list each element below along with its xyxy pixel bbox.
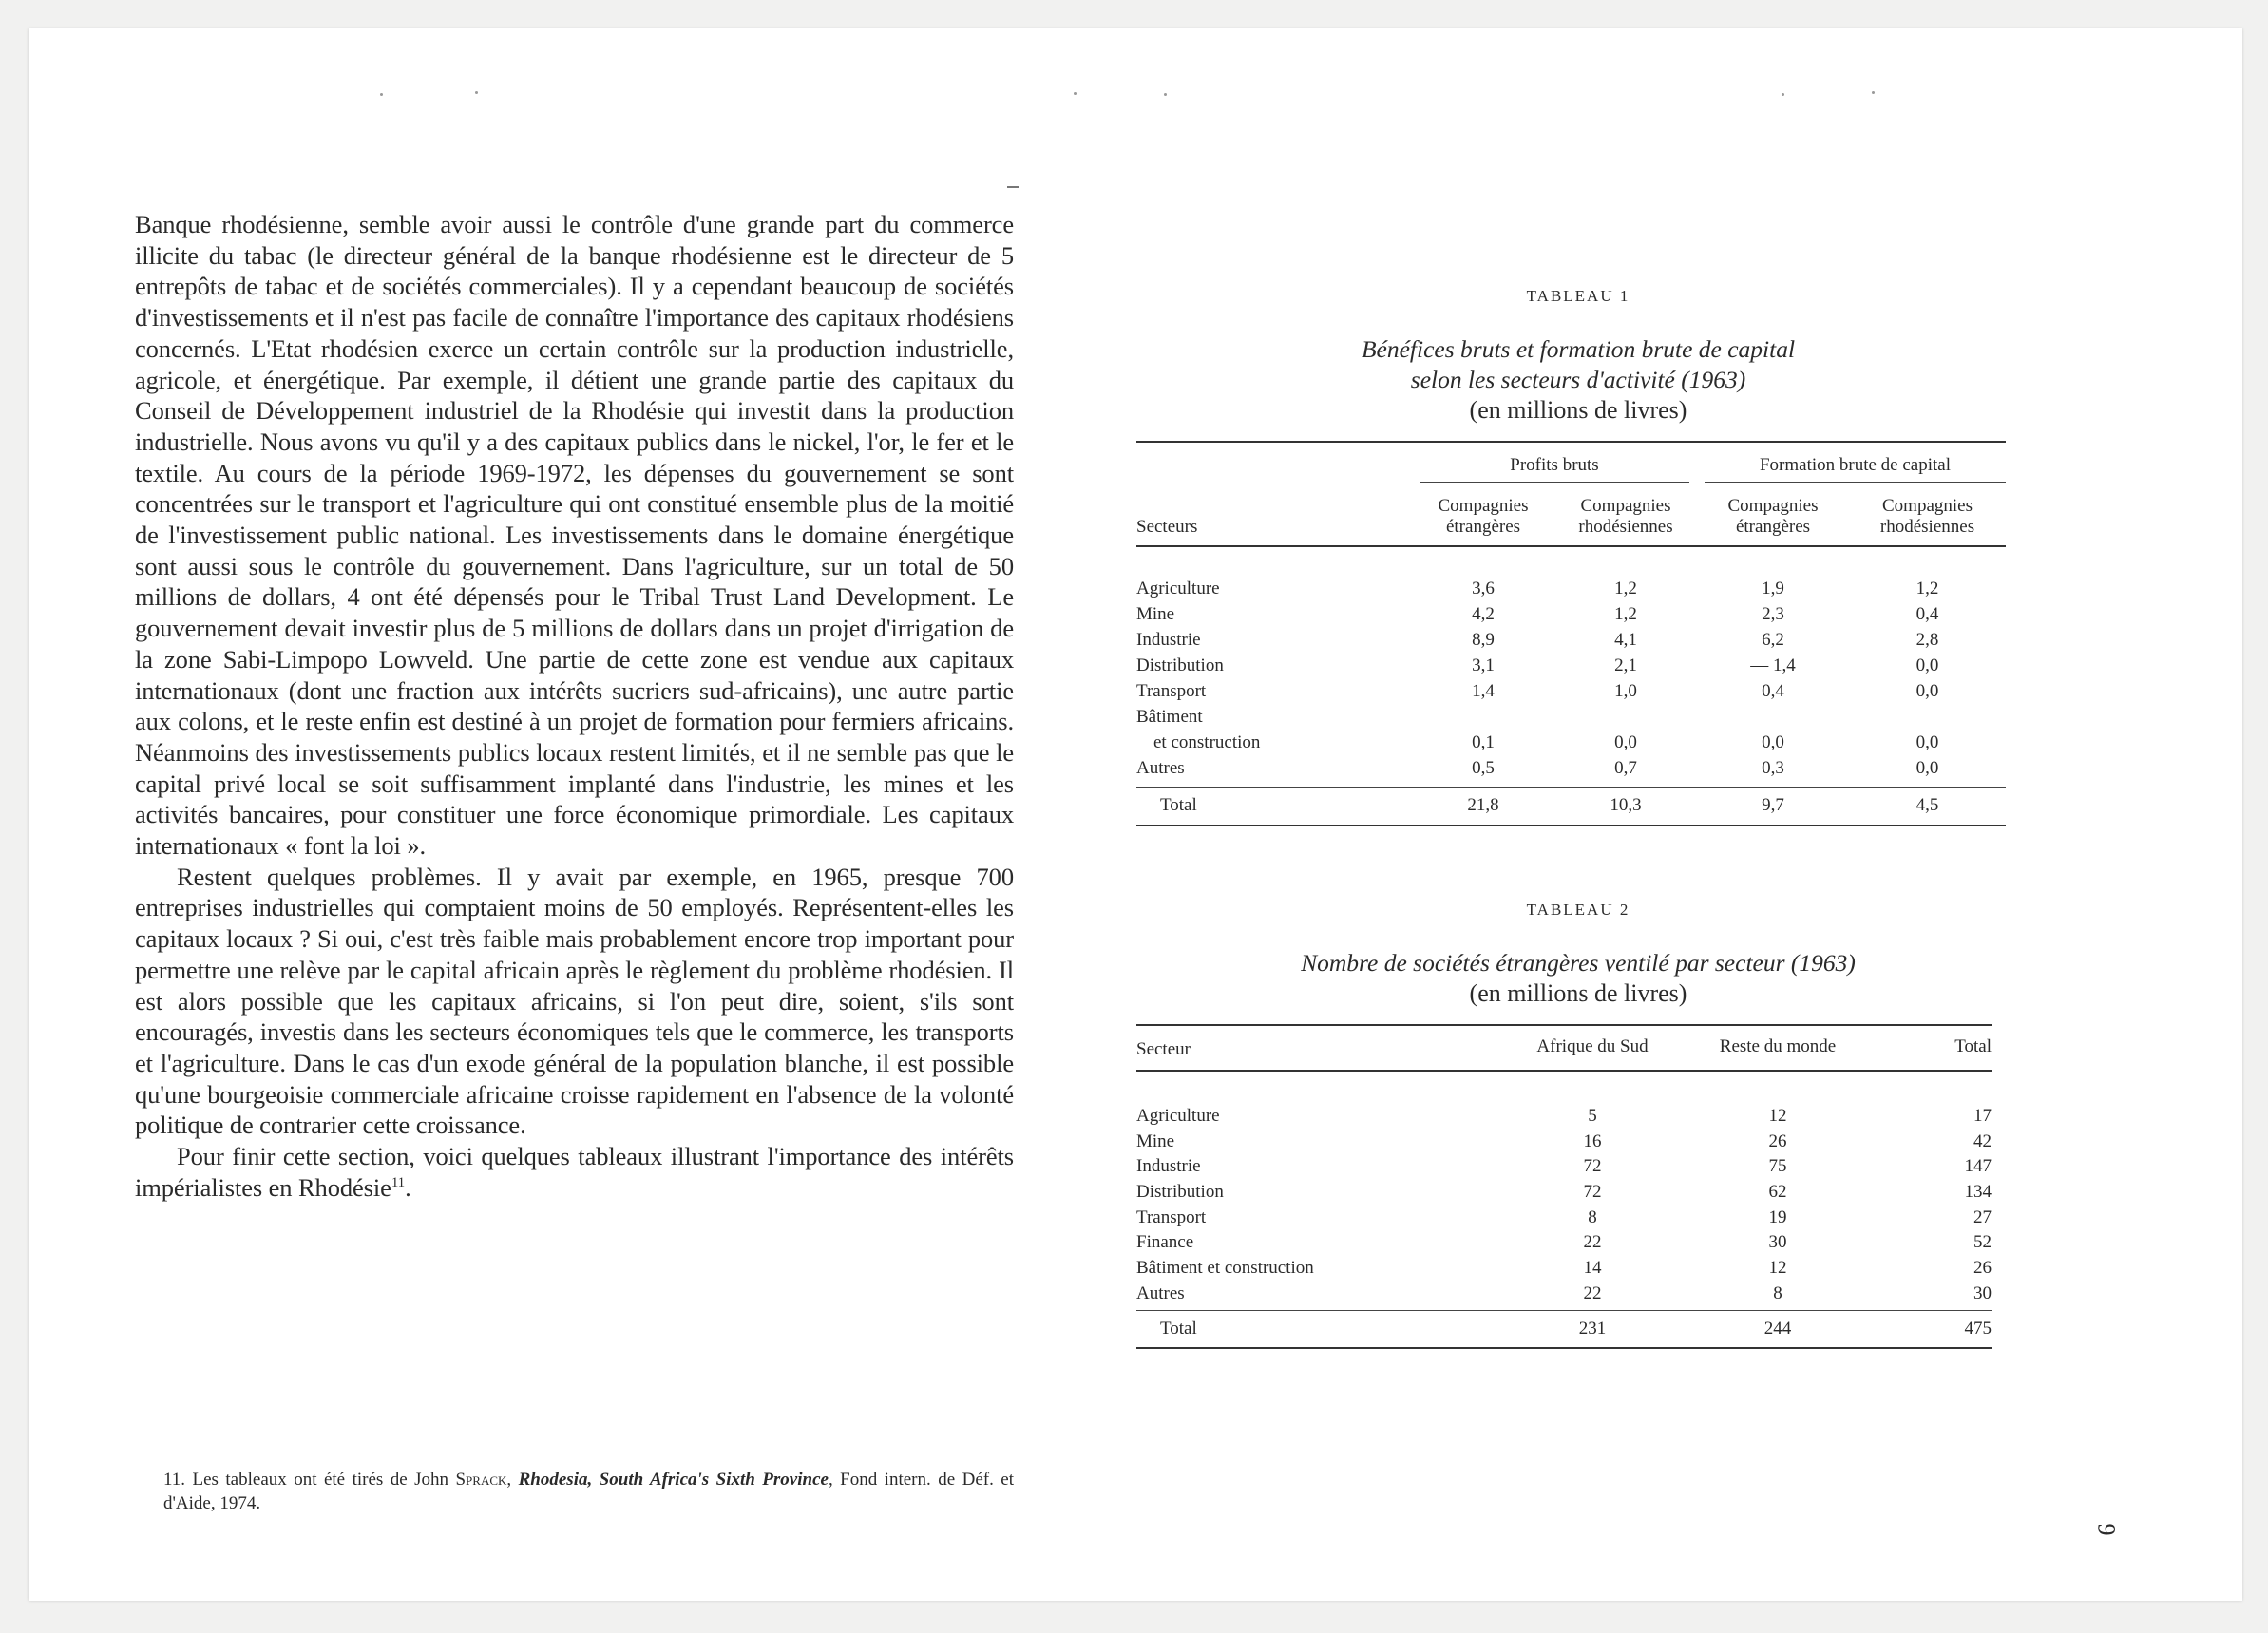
table-1-cell-d: 1,2 (1915, 579, 1939, 598)
table-1-group-capital: Formation brute de capital (1697, 442, 2006, 488)
table-2-header-c: Total (1954, 1035, 1992, 1056)
speck (1872, 91, 1875, 94)
table-2-cell-sector: Finance (1136, 1232, 1194, 1253)
table-1-cell-sector: Transport (1136, 681, 1207, 701)
table-2-cell-b: 30 (1768, 1232, 1787, 1253)
table-1-cell-b: 1,0 (1614, 681, 1637, 701)
speck (1164, 93, 1167, 96)
table-1-cell-d: 0,4 (1915, 604, 1939, 624)
table-1-cell-a (1412, 704, 1554, 730)
table-2-cell-sector: Industrie (1136, 1156, 1201, 1177)
table-1-cell-b: 1,2 (1614, 604, 1637, 624)
table-1-cell-b: 1,2 (1614, 579, 1637, 598)
table-2-cell-c: 134 (1964, 1181, 1992, 1202)
footnote-author: Sprack (455, 1470, 507, 1490)
table-2-total-a: 231 (1497, 1311, 1687, 1349)
table-1-cell-d: 2,8 (1915, 630, 1939, 650)
table-1-cell-b: 0,7 (1614, 758, 1637, 778)
table-2-row (1136, 1256, 1992, 1282)
table-1-total-row (1136, 788, 2006, 826)
footnote-text (135, 1468, 1014, 1515)
table-1-title-line-2: selon les secteurs d'activité (1963) (1410, 366, 1746, 393)
table-1-cell-c: 0,0 (1762, 732, 1784, 752)
table-1-cell-sector: Distribution (1136, 655, 1224, 675)
header-dash (1007, 186, 1019, 188)
footnote (135, 1468, 1014, 1515)
table-1-row (1136, 704, 2006, 730)
table-1-label: TABLEAU 1 (1526, 287, 1630, 305)
table-1-cell-a: 3,1 (1472, 655, 1495, 675)
table-2-cell-sector: Autres (1136, 1282, 1185, 1303)
table-2-cell-a: 72 (1583, 1181, 1602, 1202)
speck (1074, 92, 1077, 95)
table-2-row (1136, 1071, 1992, 1130)
paragraph-1: Banque rhodésienne, semble avoir aussi le contrôle d'une grande part du commerce illicite du tabac (le directeur général de la banque rhodésienne est le directeur de 5 entrepôts de tabac et de sociétés commerciales). Il y a cependant beaucoup de sociétés d'investissements et il n'est pas facile de connaître l'importance des capitaux rhodésiens concernés. L'Etat rhodésien exerce un certain contrôle sur la production industrielle, agricole, et énergétique. Par exemple, il détient une grande partie des capitaux du Conseil de Développement industriel de la Rhodésie qui investit dans la production industrielle. Nous avons vu qu'il y a des capitaux publics dans le nickel, l'or, le fer et le textile. Au cours de la période 1969-1972, les dépenses du gouvernement se sont concentrées sur le transport et l'agriculture qui ont constitué ensemble plus de la moitié de l'investissement public national. Les investissements dans le domaine énergétique sont aussi sous le contrôle du gouvernement. Dans l'agriculture, sur un total de 50 millions de dollars, 4 ont été dépensés pour le Tribal Trust Land Development. Le gouvernement devait investir plus de 5 millions de dollars dans un projet d'irrigation de la zone Sabi-Limpopo Lowveld. Une partie de cette zone est vendue aux capitaux internationaux (dont une fraction aux intérêts sucriers sud-africains), une autre partie aux colons, et le reste enfin est destiné à un projet de formation pour fermiers africains. Néanmoins des investissements publics locaux restent limités, et il ne semble pas que le capital privé local se soit suffisamment implanté dans l'industrie, les mines et les activités bancaires, pour constituer une force économique primordiale. Les capitaux internationaux « font la loi ». (135, 210, 1014, 861)
table-2-cell-c: 26 (1973, 1257, 1992, 1278)
table-1-cell-sector: Autres (1136, 758, 1185, 778)
table-1-cell-c: 0,4 (1762, 681, 1784, 701)
body-text-column (135, 209, 1014, 1204)
tables-column (1136, 287, 2020, 1349)
table-1-row (1136, 678, 2006, 704)
table-1-row (1136, 546, 2006, 601)
table-2-total-row (1136, 1311, 1992, 1349)
table-2-cell-sector: Bâtiment et construction (1136, 1257, 1314, 1278)
table-1-cell-sector: et construction (1153, 732, 1261, 752)
footnote-ref[interactable]: 11 (391, 1174, 406, 1190)
table-2-cell-sector: Transport (1136, 1206, 1207, 1227)
table-1-row (1136, 627, 2006, 653)
table-1-cell-sector: Industrie (1136, 630, 1201, 650)
table-1-cell-a: 0,5 (1472, 758, 1495, 778)
table-1-group-profits: Profits bruts (1412, 442, 1697, 488)
table-1-block (1136, 287, 2020, 826)
table-2-cell-c: 42 (1973, 1130, 1992, 1151)
table-1-cell-c (1697, 704, 1849, 730)
speck (1782, 93, 1784, 96)
footnote-text-before: Les tableaux ont été tirés de John (192, 1470, 456, 1490)
table-1-cell-a: 0,1 (1472, 732, 1495, 752)
table-2-cell-sector: Agriculture (1136, 1105, 1220, 1126)
table-1-cell-b: 4,1 (1614, 630, 1637, 650)
table-1-row (1136, 730, 2006, 755)
table-1-cell-d: 0,0 (1915, 758, 1939, 778)
table-1-header-col-c: Compagnies étrangères (1727, 496, 1819, 537)
table-1-cell-a: 8,9 (1472, 630, 1495, 650)
footnote-number: 11. (163, 1470, 186, 1490)
table-2-cell-a: 72 (1583, 1156, 1602, 1177)
table-2 (1136, 1024, 1992, 1350)
table-1-cell-b: 0,0 (1614, 732, 1637, 752)
table-1-row (1136, 653, 2006, 678)
table-2-row (1136, 1154, 1992, 1180)
table-2-cell-sector: Mine (1136, 1130, 1175, 1151)
table-2-title: Nombre de sociétés étrangères ventilé par secteur (1963) (1301, 948, 1856, 977)
table-2-cell-b: 75 (1768, 1156, 1787, 1177)
paragraph-3 (135, 1141, 1014, 1203)
table-1-header-col-a: Compagnies étrangères (1438, 496, 1529, 537)
table-1-cell-b (1554, 704, 1697, 730)
table-1-title-line-1: Bénéfices bruts et formation brute de capital (1361, 335, 1796, 363)
table-1-header-col-b: Compagnies rhodésiennes (1578, 496, 1673, 537)
table-2-cell-a: 22 (1583, 1232, 1602, 1253)
table-2-row (1136, 1230, 1992, 1256)
table-2-cell-c: 30 (1973, 1282, 1992, 1303)
table-2-cell-sector: Distribution (1136, 1181, 1224, 1202)
table-1-cell-sector: Bâtiment (1136, 707, 1203, 727)
speck (475, 91, 478, 94)
table-1-cell-c: 6,2 (1762, 630, 1784, 650)
table-2-body (1136, 1071, 1992, 1311)
table-1-total-d: 4,5 (1849, 788, 2006, 826)
table-2-cell-b: 26 (1768, 1130, 1787, 1151)
table-2-cell-b: 19 (1768, 1206, 1787, 1227)
table-2-cell-b: 62 (1768, 1181, 1787, 1202)
table-2-row (1136, 1281, 1992, 1306)
table-1-cell-d: 0,0 (1915, 681, 1939, 701)
table-1-header-col-d: Compagnies rhodésiennes (1879, 496, 1975, 537)
table-2-row (1136, 1180, 1992, 1206)
table-1-body (1136, 546, 2006, 788)
table-1-total-label: Total (1136, 788, 1412, 826)
document-page (29, 28, 2242, 1601)
table-1-total-a: 21,8 (1412, 788, 1554, 826)
table-1-cell-sector: Mine (1136, 604, 1175, 624)
table-1-row (1136, 755, 2006, 781)
table-1-cell-b: 2,1 (1614, 655, 1637, 675)
table-2-row (1136, 1205, 1992, 1230)
table-2-cell-a: 14 (1583, 1257, 1602, 1278)
table-2-unit: (en millions de livres) (1469, 978, 1687, 1007)
table-2-block (1136, 901, 2020, 1350)
table-1-cell-d: 0,0 (1915, 655, 1939, 675)
table-2-row (1136, 1129, 1992, 1154)
footnote-comma: , (506, 1470, 519, 1490)
table-1-cell-a: 3,6 (1472, 579, 1495, 598)
table-2-total-c: 475 (1868, 1311, 1992, 1349)
table-2-cell-b: 12 (1768, 1257, 1787, 1278)
table-2-cell-b: 12 (1768, 1105, 1787, 1126)
table-2-cell-a: 8 (1588, 1206, 1597, 1227)
table-1-unit: (en millions de livres) (1469, 396, 1687, 424)
table-1-cell-c: 1,9 (1762, 579, 1784, 598)
table-2-cell-b: 8 (1773, 1282, 1782, 1303)
table-1 (1136, 441, 2006, 826)
table-2-label: TABLEAU 2 (1526, 900, 1630, 919)
table-1-row (1136, 601, 2006, 627)
table-1-total-c: 9,7 (1697, 788, 1849, 826)
table-1-cell-a: 4,2 (1472, 604, 1495, 624)
table-2-header-a: Afrique du Sud (1536, 1035, 1649, 1056)
table-2-cell-a: 22 (1583, 1282, 1602, 1303)
table-2-cell-a: 5 (1588, 1105, 1597, 1126)
table-1-header-sector: Secteurs (1136, 517, 1198, 537)
footnote-book: Rhodesia, South Africa's Sixth Province (518, 1470, 829, 1490)
table-2-header-sector: Secteur (1136, 1038, 1191, 1059)
table-2-cell-a: 16 (1583, 1130, 1602, 1151)
table-1-cell-sector: Agriculture (1136, 579, 1220, 598)
table-1-cell-a: 1,4 (1472, 681, 1495, 701)
table-2-total-b: 244 (1687, 1311, 1868, 1349)
table-1-cell-d: 0,0 (1915, 732, 1939, 752)
footnote-text-after: , Fond intern. de Déf. et d'Aide, 1974. (163, 1470, 1015, 1513)
table-2-cell-c: 147 (1964, 1156, 1992, 1177)
paragraph-3-text: Pour finir cette section, voici quelques tableaux illustrant l'importance des intérêts impérialistes en Rhodésie (135, 1142, 1014, 1202)
table-2-total-label: Total (1136, 1311, 1497, 1349)
table-2-header-b: Reste du monde (1719, 1035, 1837, 1056)
paragraph-3-end: . (405, 1172, 411, 1202)
table-1-total-b: 10,3 (1554, 788, 1697, 826)
table-1-cell-c: 2,3 (1762, 604, 1784, 624)
table-2-cell-c: 17 (1973, 1105, 1992, 1126)
table-1-cell-d (1849, 704, 2006, 730)
table-1-cell-c: 0,3 (1762, 758, 1784, 778)
speck (380, 93, 383, 96)
page-number: 9 (2092, 1523, 2121, 1536)
paragraph-2: Restent quelques problèmes. Il y avait par exemple, en 1965, presque 700 entreprises industrielles qui comptaient moins de 50 employés. Représentent-elles les capitaux locaux ? Si oui, c'est très faible mais probablement encore trop important pour permettre une relève par le capital africain après le règlement du problème rhodésien. Il est alors possible que les capitaux africains, si l'on peut dire, soient, s'ils sont encouragés, investis dans les secteurs économiques tels que le commerce, les transports et l'agriculture. Dans le cas d'un exode général de la population blanche, il est possible qu'une bourgeoisie commerciale africaine croisse rapidement en l'absence de la volonté politique de contrarier cette croissance. (135, 862, 1014, 1140)
table-1-cell-c: — 1,4 (1750, 655, 1796, 675)
table-2-cell-c: 27 (1973, 1206, 1992, 1227)
table-2-cell-c: 52 (1973, 1232, 1992, 1253)
